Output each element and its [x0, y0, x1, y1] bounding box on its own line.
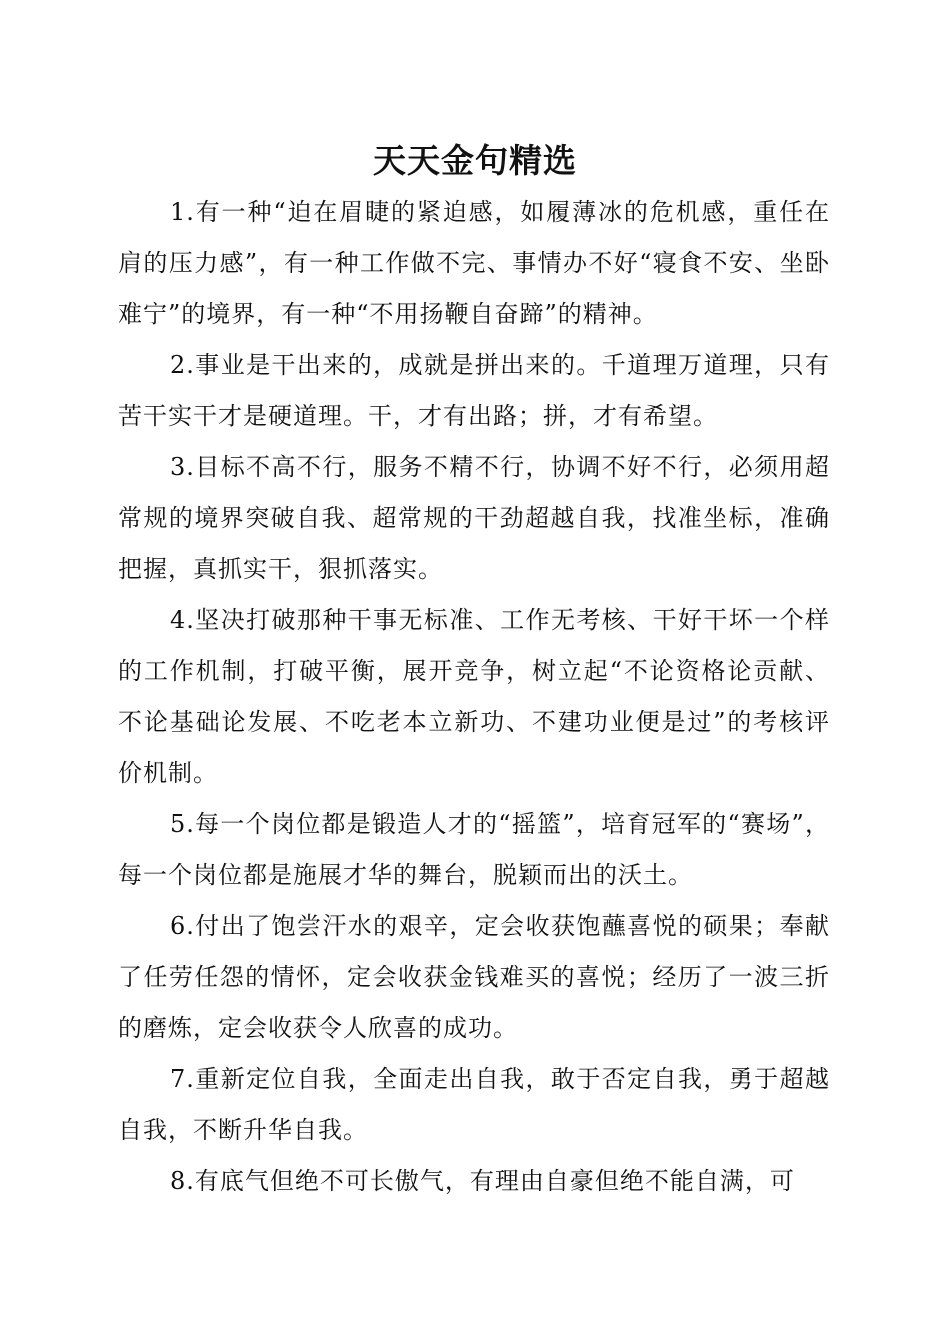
- paragraph-7: 7.重新定位自我，全面走出自我，敢于否定自我，勇于超越自我，不断升华自我。: [118, 1065, 830, 1144]
- paragraph-1: 1.有一种“迫在眉睫的紧迫感，如履薄冰的危机感，重任在肩的压力感”，有一种工作做不完、事情办不好“寝食不安、坐卧难宁”的境界，有一种“不用扬鞭自奋蹄”的精神。: [118, 198, 830, 328]
- paragraph-4: 4.坚决打破那种干事无标准、工作无考核、干好干坏一个样的工作机制，打破平衡，展开竞争，树立起“不论资格论贡献、不论基础论发展、不吃老本立新功、不建功业便是过”的考核评价机制。: [118, 606, 830, 787]
- paragraph-3: 3.目标不高不行，服务不精不行，协调不好不行，必须用超常规的境界突破自我、超常规的干劲超越自我，找准坐标，准确把握，真抓实干，狠抓落实。: [118, 453, 830, 583]
- paragraph-6: 6.付出了饱尝汗水的艰辛，定会收获饱蘸喜悦的硕果；奉献了任劳任怨的情怀，定会收获金钱难买的喜悦；经历了一波三折的磨炼，定会收获令人欣喜的成功。: [118, 912, 830, 1042]
- page-title: 天天金句精选: [373, 141, 577, 180]
- paragraph-5: 5.每一个岗位都是锻造人才的“摇篮”，培育冠军的“赛场”，每一个岗位都是施展才华的舞台，脱颖而出的沃土。: [118, 810, 830, 889]
- paragraph-2: 2.事业是干出来的，成就是拼出来的。千道理万道理，只有苦干实干才是硬道理。干，才有出路；拼，才有希望。: [118, 351, 830, 430]
- document-body: [118, 187, 830, 1207]
- paragraph-8: 8.有底气但绝不可长傲气，有理由自豪但绝不能自满，可: [170, 1167, 795, 1195]
